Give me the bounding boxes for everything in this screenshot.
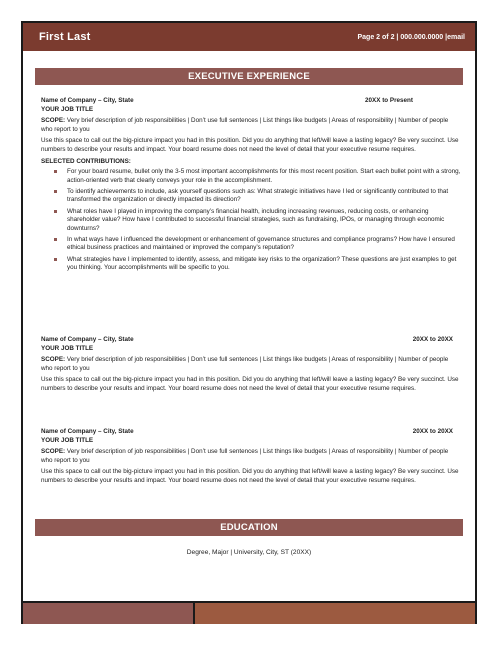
company-location: Name of Company – City, State [41, 336, 134, 343]
footer-block-left [23, 601, 195, 624]
contribution-item: In what ways have I influenced the development or enhancement of governance structures and compliance programs? How have I ensured ethical business practices and maintained or improved the company’s reputation? [67, 236, 461, 253]
contribution-item: For your board resume, bullet only the 3-5 most important accomplishments for this most recent position. Start each bullet point with a strong, action-oriented verb that clearly conveys your role in the accomplishment. [67, 168, 461, 185]
job-header [41, 97, 461, 106]
resume-page [21, 21, 477, 624]
scope-label: SCOPE: [41, 356, 66, 364]
job-title: YOUR JOB TITLE [41, 344, 94, 352]
experience-section-header: EXECUTIVE EXPERIENCE [35, 68, 463, 85]
scope-paragraph [41, 117, 461, 134]
impact-summary: Use this space to call out the big-picture impact you had in this position. Did you do anything that left/will leave a lasting legacy? Be very succinct. Use numbers to describe your results and impact. Your board resume does not need the level of detail that your executive resume requires. [41, 137, 459, 153]
job-dates: 20XX to Present [365, 97, 413, 104]
job-dates: 20XX to 20XX [412, 336, 453, 343]
job-title: YOUR JOB TITLE [41, 105, 94, 113]
page-number: Page 2 of 2 [357, 33, 395, 41]
bullet-icon [54, 170, 57, 173]
header-bar [23, 23, 475, 51]
job-title: YOUR JOB TITLE [41, 436, 94, 444]
contribution-item: What roles have I played in improving the company’s financial health, including increasing revenues, reducing costs, or enhancing shareholder value? How have I contributed to successful financial strategies, such as fundraising, IPOs, or managing through economic downturns? [67, 208, 461, 234]
bullet-icon [54, 210, 57, 213]
job-entry-3 [41, 428, 461, 486]
bullet-icon [54, 258, 57, 261]
contribution-item: To identify achievements to include, ask yourself questions such as: What strategic initiatives have I led or significantly contributed to that transformed the organization or directly impacted its direction? [67, 188, 461, 205]
education-section-header: EDUCATION [35, 519, 463, 536]
candidate-name: First Last [39, 31, 91, 43]
company-location: Name of Company – City, State [41, 97, 134, 104]
impact-summary: Use this space to call out the big-picture impact you had in this position. Did you do anything that left/will leave a lasting legacy? Be very succinct. Use numbers to describe your results and impact. Your board resume does not need the level of detail that your executive resume requires. [41, 376, 459, 392]
header-separator: | [445, 33, 448, 41]
education-entry: Degree, Major | University, City, ST (20XX) [186, 549, 312, 556]
scope-paragraph [41, 356, 461, 373]
header-separator: | [396, 33, 399, 41]
scope-label: SCOPE: [41, 448, 66, 456]
contributions-heading: SELECTED CONTRIBUTIONS: [41, 157, 131, 165]
contribution-item: What strategies have I implemented to identify, assess, and mitigate key risks to the organization? These questions are just examples to get you thinking. Your accomplishments will be specific to you. [67, 256, 461, 273]
scope-label: SCOPE: [41, 117, 66, 125]
scope-text: Very brief description of job responsibilities | Don’t use full sentences | List things like budgets | Areas of responsibility | Number of people who report to you [41, 448, 449, 464]
footer-block-right [195, 601, 475, 624]
job-header [41, 336, 461, 345]
scope-text: Very brief description of job responsibilities | Don’t use full sentences | List things like budgets | Areas of responsibility | Number of people who report to you [41, 356, 449, 372]
job-header [41, 428, 461, 437]
job-entry-2 [41, 336, 461, 394]
company-location: Name of Company – City, State [41, 428, 134, 435]
bullet-icon [54, 190, 57, 193]
bullet-icon [54, 238, 57, 241]
impact-summary: Use this space to call out the big-picture impact you had in this position. Did you do anything that left/will leave a lasting legacy? Be very succinct. Use numbers to describe your results and impact. Your board resume does not need the level of detail that your executive resume requires. [41, 468, 459, 484]
email-address: email [447, 33, 465, 41]
header-contact [358, 34, 466, 41]
phone-number: 000.000.0000 [400, 33, 444, 41]
contributions-list [41, 168, 461, 273]
job-entry-1 [41, 97, 461, 275]
job-dates: 20XX to 20XX [412, 428, 453, 435]
scope-paragraph [41, 448, 461, 465]
scope-text: Very brief description of job responsibilities | Don’t use full sentences | List things like budgets | Areas of responsibility | Number of people who report to you [41, 117, 449, 133]
